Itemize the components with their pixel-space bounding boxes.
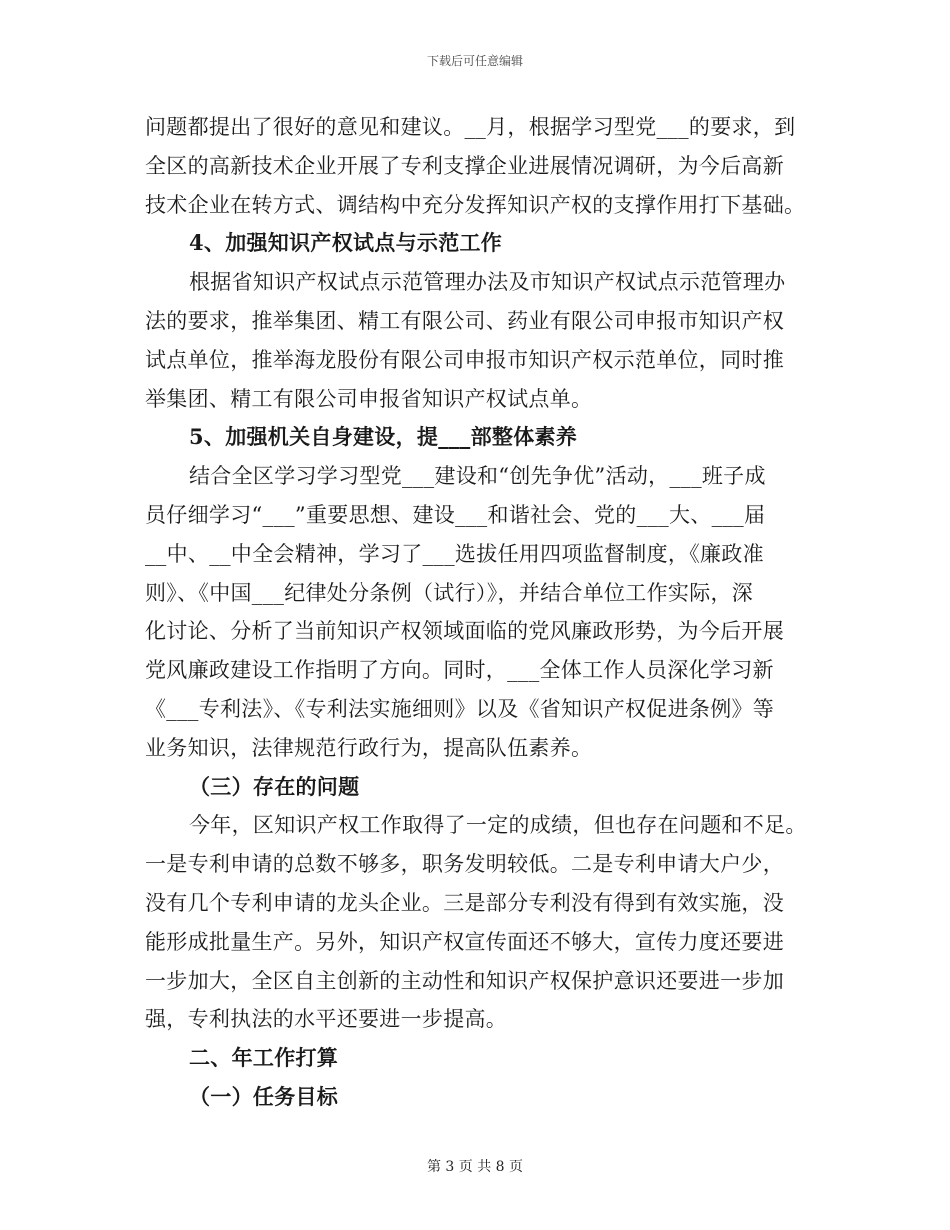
page-footer: 第 3 页 共 8 页 (426, 1159, 524, 1175)
body-line: 《___专利法》、《专利法实施细则》以及《省知识产权促进条例》等 (145, 696, 775, 721)
body-line: 业务知识，法律规范行政行为，提高队伍素养。 (145, 735, 593, 760)
body-line: 全区的高新技术企业开展了专利支撑企业进展情况调研，为今后高新 (145, 153, 784, 178)
body-line: 根据省知识产权试点示范管理办法及市知识产权试点示范管理办 (189, 270, 786, 295)
body-line: 员仔细学习“___”重要思想、建设___和谐社会、党的___大、___届 (145, 502, 766, 527)
body-line: 没有几个专利申请的龙头企业。三是部分专利没有得到有效实施，没 (145, 890, 784, 915)
body-line: 强，专利执法的水平还要进一步提高。 (145, 1007, 508, 1032)
page-header: 下载后可任意编辑 (426, 54, 523, 68)
body-line: 技术企业在转方式、调结构中充分发挥知识产权的支撑作用打下基础。 (145, 192, 806, 217)
body-line: 一步加大，全区自主创新的主动性和知识产权保护意识还要进一步加 (145, 968, 784, 993)
section-heading: （一）任务目标 (189, 1083, 339, 1109)
body-line: 试点单位，推举海龙股份有限公司申报市知识产权示范单位，同时推 (145, 347, 784, 372)
body-line: 结合全区学习学习型党___建设和“创先争优”活动，___班子成 (189, 464, 766, 489)
section-heading: 5、加强机关自身建设，提___部整体素养 (189, 424, 578, 450)
document-body (145, 108, 815, 1117)
body-line: 则》、《中国___纪律处分条例（试行）》，并结合单位工作实际，深 (145, 580, 754, 605)
section-heading: 4、加强知识产权试点与示范工作 (189, 230, 503, 256)
section-heading: （三）存在的问题 (189, 773, 360, 799)
body-line: __中、__中全会精神，学习了___选拔任用四项监督制度，《廉政准 (145, 541, 764, 566)
body-line: 能形成批量生产。另外，知识产权宣传面还不够大，宣传力度还要进 (145, 929, 784, 954)
body-line: 今年，区知识产权工作取得了一定的成绩，但也存在问题和不足。 (189, 813, 807, 838)
section-heading: 二、年工作打算 (189, 1045, 339, 1071)
body-line: 党风廉政建设工作指明了方向。同时，___全体工作人员深化学习新 (145, 658, 774, 683)
body-line: 一是专利申请的总数不够多，职务发明较低。二是专利申请大户少， (145, 852, 784, 877)
body-line: 举集团、精工有限公司申报省知识产权试点单。 (145, 386, 593, 411)
body-line: 问题都提出了很好的意见和建议。__月，根据学习型党___的要求，到 (145, 115, 796, 139)
body-line: 法的要求，推举集团、精工有限公司、药业有限公司申报市知识产权 (145, 308, 784, 333)
body-line: 化讨论、分析了当前知识产权领域面临的党风廉政形势，为今后开展 (145, 619, 784, 644)
